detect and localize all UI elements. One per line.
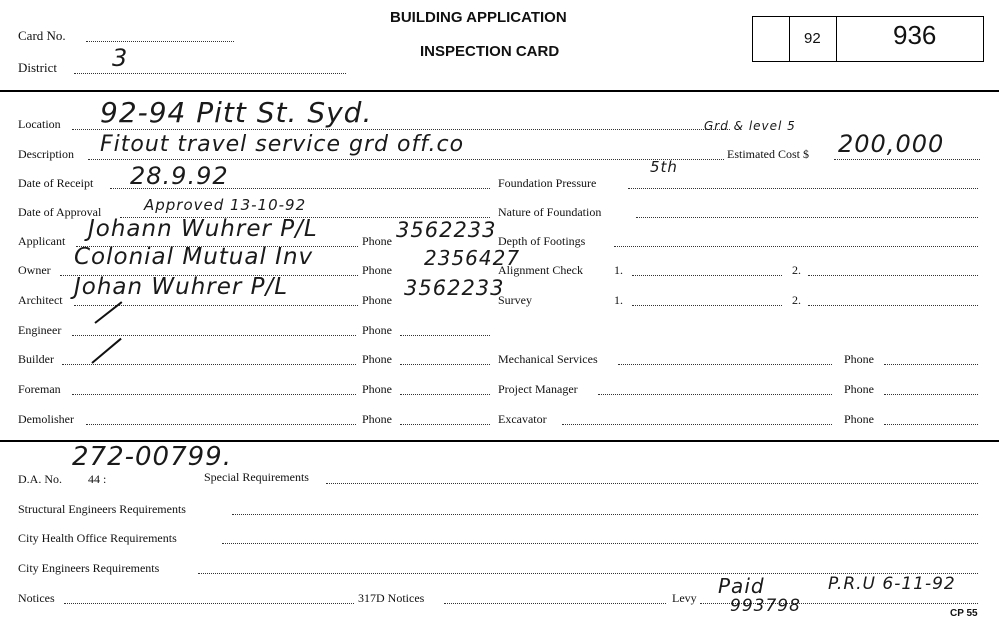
approval-label: Date of Approval [18,205,102,219]
demolisher-label: Demolisher [18,412,74,426]
engineer-label: Engineer [18,323,62,337]
mechanical-line [618,364,832,365]
approval-value: Approved 13-10-92 [144,196,307,214]
health-line [222,543,978,544]
notices317-label: 317D Notices [358,591,425,605]
special-line [326,483,978,484]
pru-value: P.R.U 6-11-92 [828,574,956,594]
project-manager-phone-label: Phone [844,382,874,396]
owner-phone-label: Phone [362,263,392,277]
location-line [72,129,730,130]
mechanical-phone-label: Phone [844,352,874,366]
architect-phone-value: 3562233 [404,276,505,300]
survey-num2: 2. [792,293,801,307]
foreman-phone-line [400,394,490,395]
location-value: 92-94 Pitt St. Syd. [100,96,373,129]
foreman-label: Foreman [18,382,61,396]
header-divider [0,90,999,92]
structural-line [232,514,978,515]
city-eng-label: City Engineers Requirements [18,561,160,575]
mechanical-label: Mechanical Services [498,352,598,366]
box-divider-2 [836,16,837,62]
district-value: 3 [112,44,129,72]
survey-label: Survey [498,293,532,307]
estimated-cost-value: 200,000 [838,130,945,158]
notices317-line [444,603,666,604]
da-value: 272-00799. [72,442,232,472]
alignment-label: Alignment Check [498,263,583,277]
nature-foundation-label: Nature of Foundation [498,205,602,219]
survey-line2 [808,305,978,306]
description-note-bottom: 5th [650,158,678,176]
depth-footings-line [614,246,978,247]
applicant-label: Applicant [18,234,66,248]
da-label: D.A. No. [18,472,62,486]
title-line1: BUILDING APPLICATION [390,9,567,26]
project-manager-phone-line [884,394,978,395]
owner-label: Owner [18,263,51,277]
demolisher-phone-label: Phone [362,412,392,426]
special-label: Special Requirements [204,470,309,484]
excavator-phone-line [884,424,978,425]
owner-phone-value: 2356427 [424,246,521,270]
district-label: District [18,60,57,75]
engineer-phone-line [400,335,490,336]
alignment-num1: 1. [614,263,623,277]
builder-slash [91,338,121,364]
estimated-cost-line [834,159,980,160]
builder-label: Builder [18,352,54,366]
nature-foundation-line [636,217,978,218]
district-line [74,73,346,74]
title-line2: INSPECTION CARD [420,43,560,60]
excavator-line [562,424,832,425]
engineer-phone-label: Phone [362,323,392,337]
builder-line [62,364,356,365]
foreman-line [72,394,356,395]
health-label: City Health Office Requirements [18,531,177,545]
receipt-label: Date of Receipt [18,176,94,190]
description-note-top: Grd & level 5 [704,119,796,133]
alignment-line1 [632,275,782,276]
foreman-phone-label: Phone [362,382,392,396]
alignment-num2: 2. [792,263,801,277]
receipt-value: 28.9.92 [130,162,229,190]
architect-value: Johan Wuhrer P/L [74,274,289,300]
card-no-line [86,41,234,42]
levy-number: 993798 [730,596,801,616]
demolisher-phone-line [400,424,490,425]
da-prefix: 44 : [88,472,107,486]
survey-num1: 1. [614,293,623,307]
engineer-line [72,335,356,336]
notices-label: Notices [18,591,55,605]
builder-phone-label: Phone [362,352,392,366]
survey-line1 [632,305,782,306]
description-label: Description [18,147,74,161]
notices-line [64,603,354,604]
box-number-value: 936 [893,20,937,50]
architect-phone-label: Phone [362,293,392,307]
depth-footings-label: Depth of Footings [498,234,586,248]
location-label: Location [18,117,61,131]
applicant-value: Johann Wuhrer P/L [88,216,318,242]
builder-phone-line [400,364,490,365]
project-manager-line [598,394,832,395]
applicant-phone-value: 3562233 [396,218,497,242]
estimated-cost-label: Estimated Cost $ [727,147,809,161]
owner-value: Colonial Mutual Inv [74,244,314,270]
structural-label: Structural Engineers Requirements [18,502,186,516]
foundation-pressure-label: Foundation Pressure [498,176,597,190]
applicant-phone-label: Phone [362,234,392,248]
foundation-pressure-line [628,188,978,189]
form-code: CP 55 [950,608,978,619]
box-small-value: 92 [804,30,821,47]
card-number-box [752,16,984,62]
description-value: Fitout travel service grd off.co [100,132,465,157]
card-no-label: Card No. [18,28,66,43]
box-divider-1 [789,16,790,62]
alignment-line2 [808,275,978,276]
demolisher-line [86,424,356,425]
project-manager-label: Project Manager [498,382,578,396]
description-line [88,159,724,160]
levy-value: Paid [718,574,765,598]
excavator-phone-label: Phone [844,412,874,426]
levy-label: Levy [672,591,697,605]
mechanical-phone-line [884,364,978,365]
architect-label: Architect [18,293,63,307]
excavator-label: Excavator [498,412,547,426]
